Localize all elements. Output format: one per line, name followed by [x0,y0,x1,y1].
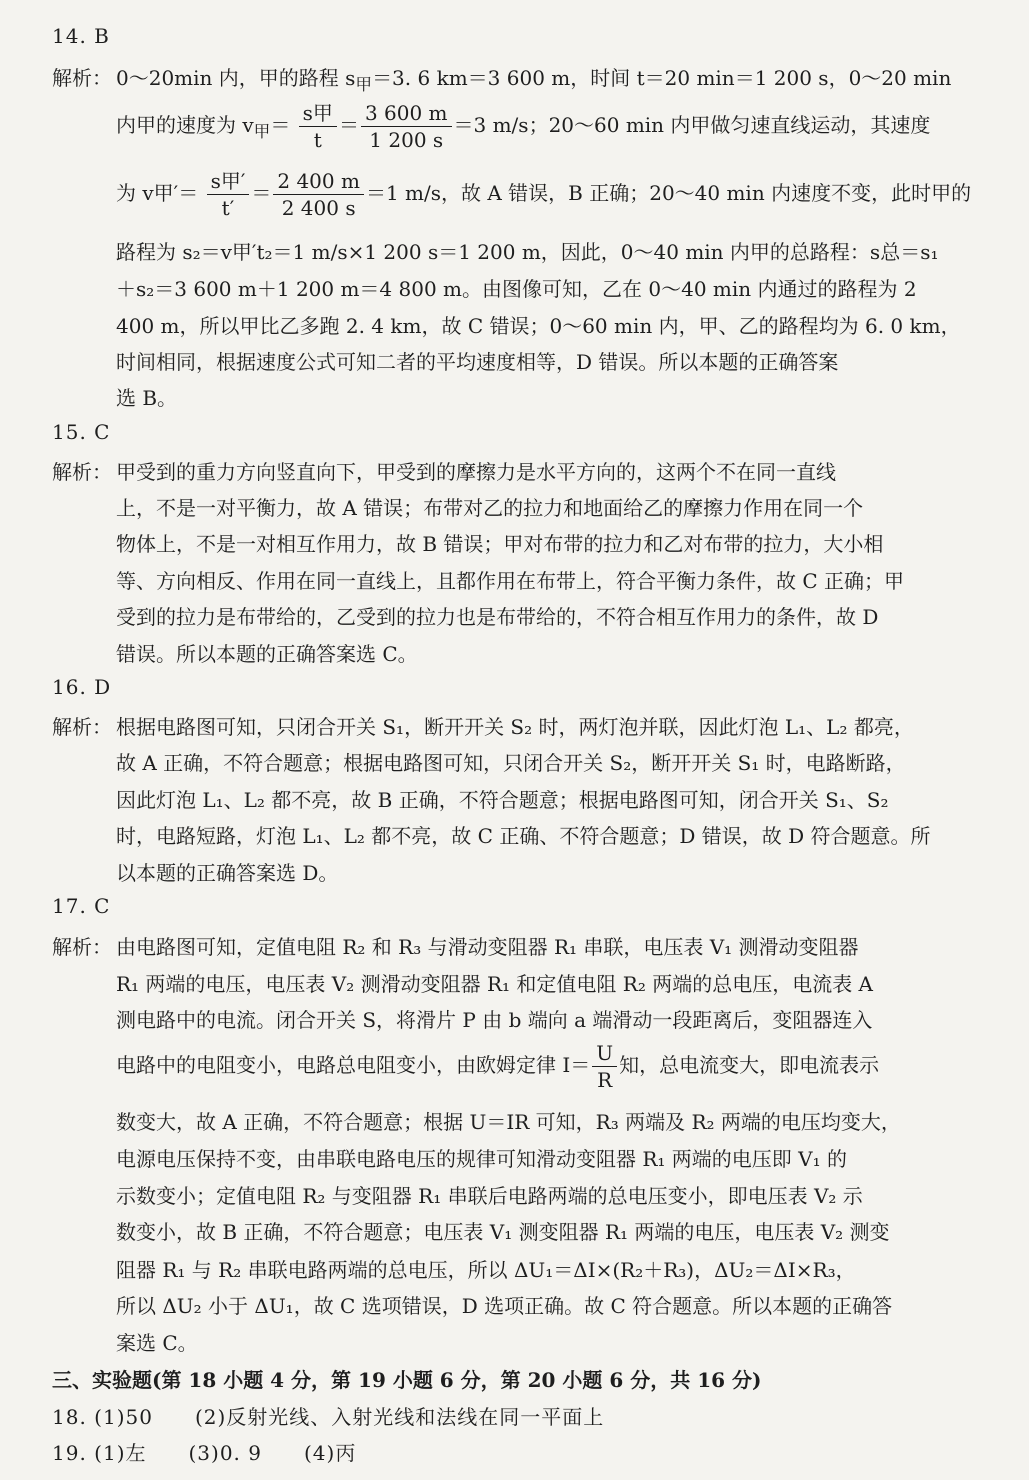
q17-line8: 数变小，故 B 正确，不符合题意；电压表 V₁ 测变阻器 R₁ 两端的电压，电压表 V₂ 测变 [116,1220,890,1244]
q17-line10: 所以 ΔU₂ 小于 ΔU₁，故 C 选项错误，D 选项正确。故 C 符合题意。所以本题的正确答 [116,1294,893,1318]
q17-line6: 电源电压保持不变，由串联电路电压的规律可知滑动变阻器 R₁ 两端的电压即 V₁ 的 [116,1147,847,1171]
q16-line1: 根据电路图可知，只闭合开关 S₁，断开开关 S₂ 时，两灯泡并联，因此灯泡 L₁、L₂ 都亮， [116,715,914,739]
q17-line5: 数变大，故 A 正确，不符合题意；根据 U＝IR 可知，R₃ 两端及 R₂ 两端的电压均变大， [116,1110,901,1134]
q14-line8: 选 B。 [116,386,178,410]
q16-line5: 以本题的正确答案选 D。 [116,861,339,885]
q16-answer: 16. D [52,675,112,699]
q14-line4: 路程为 s₂＝v甲′t₂＝1 m/s×1 200 s＝1 200 m，因此，0～40 min 内甲的总路程：s总＝s₁ [116,240,939,264]
q15-line1: 甲受到的重力方向竖直向下，甲受到的摩擦力是水平方向的，这两个不在同一直线 [116,460,836,484]
q15-line2: 上，不是一对平衡力，故 A 错误；布带对乙的拉力和地面给乙的摩擦力作用在同一个 [116,496,864,520]
q14-answer: 14. B [52,24,110,48]
q15-label: 解析： [52,460,112,484]
q14-label: 解析： [52,66,112,90]
q14-line7: 时间相同，根据速度公式可知二者的平均速度相等，D 错误。所以本题的正确答案 [116,350,839,374]
q17-line11: 案选 C。 [116,1331,198,1355]
q17-line7: 示数变小；定值电阻 R₂ 与变阻器 R₁ 串联后电路两端的总电压变小，即电压表 V₂ 示 [116,1184,863,1208]
q17-line9: 阻器 R₁ 与 R₂ 串联电路两端的总电压，所以 ΔU₁＝ΔI×(R₂＋R₃)，ΔU₂＝ΔI×R₃， [116,1258,856,1282]
q17-line4: 电路中的电阻变小，电路总电阻变小，由欧姆定律 I＝ $\frac{U}{R}$ 知，总电流变大，即电流表示 [116,1041,880,1092]
q17-line3: 测电路中的电流。闭合开关 S，将滑片 P 由 b 端向 a 端滑动一段距离后，变阻器连入 [116,1008,873,1032]
q15-line3: 物体上，不是一对相互作用力，故 B 错误；甲对布带的拉力和乙对布带的拉力，大小相 [116,532,884,556]
q17-answer: 17. C [52,894,111,918]
q14-frac1: $\frac{\text{s甲}}{t}$ [299,100,337,153]
q14-frac4: $\frac{2 400 m}{2 400 s}$ [273,168,364,221]
q14-line2: 内甲的速度为 $v_甲=$ $\frac{\text{s甲}}{t}$ ＝ $\frac{3 600 m}{1 200 s}$ ＝3 m/s；20～60 min 内甲做匀速直线运动，其速度 [116,101,931,152]
q14-line1: 0～20min 内，甲的路程 $s_甲=3$. 6 km＝3 600 m，时间 t＝20 min＝1 200 s，0～20 min [116,66,952,94]
q16-line3: 因此灯泡 L₁、L₂ 都不亮，故 B 正确，不符合题意；根据电路图可知，闭合开关 S₁、S₂ [116,788,889,812]
q15-line6: 错误。所以本题的正确答案选 C。 [116,642,418,666]
q16-label: 解析： [52,715,112,739]
q14-frac3: $\frac{\text{s甲′}}{t'}$ [207,168,250,221]
q19-answer: 19. (1)左 (3)0. 9 (4)丙 [52,1441,357,1465]
q17-label: 解析： [52,935,112,959]
q14-line6: 400 m，所以甲比乙多跑 2. 4 km，故 C 错误；0～60 min 内，甲、乙的路程均为 6. 0 km， [116,314,961,338]
section-title: 三、实验题(第 18 小题 4 分，第 19 小题 6 分，第 20 小题 6 分，共 16 分) [52,1368,762,1392]
q17-line2: R₁ 两端的电压，电压表 V₂ 测滑动变阻器 R₁ 和定值电阻 R₂ 两端的总电压，电流表 A [116,972,873,996]
q15-line5: 受到的拉力是布带给的，乙受到的拉力也是布带给的，不符合相互作用力的条件，故 D [116,605,879,629]
q17-ohm-fraction: $\frac{U}{R}$ [592,1040,617,1093]
q18-answer: 18. (1)50 (2)反射光线、入射光线和法线在同一平面上 [52,1405,605,1429]
q14-frac2: $\frac{3 600 m}{1 200 s}$ [361,100,452,153]
q14-line3: 为 v甲′＝ $\frac{\text{s甲′}}{t'}$ ＝ $\frac{2 400 m}{2 400 s}$ ＝1 m/s，故 A 错误，B 正确；20～40 min 内速度不变，此时甲的 [116,169,972,220]
q17-line1: 由电路图可知，定值电阻 R₂ 和 R₃ 与滑动变阻器 R₁ 串联，电压表 V₁ 测滑动变阻器 [116,935,859,959]
q14-line5: ＋s₂＝3 600 m＋1 200 m＝4 800 m。由图像可知，乙在 0～40 min 内通过的路程为 2 [116,277,917,301]
q15-line4: 等、方向相反、作用在同一直线上，且都作用在布带上，符合平衡力条件，故 C 正确；甲 [116,569,905,593]
q16-line4: 时，电路短路，灯泡 L₁、L₂ 都不亮，故 C 正确、不符合题意；D 错误，故 D 符合题意。所 [116,824,931,848]
q15-answer: 15. C [52,420,111,444]
q16-line2: 故 A 正确，不符合题意；根据电路图可知，只闭合开关 S₂，断开开关 S₁ 时，电路断路， [116,751,906,775]
